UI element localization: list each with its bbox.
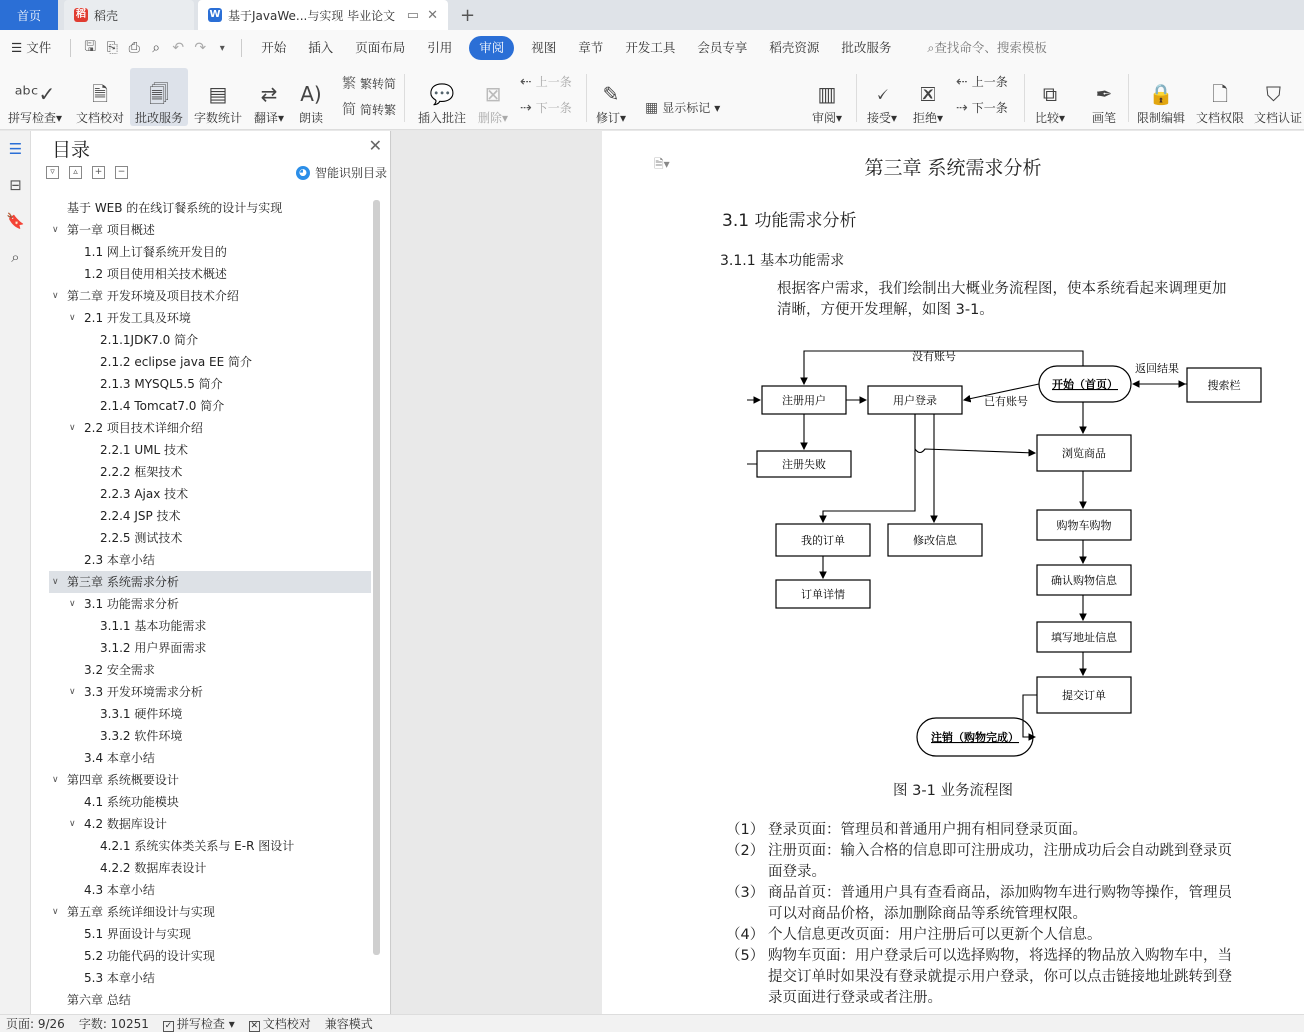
flow-label: 用户登录: [893, 394, 937, 407]
list-item-number: （5）: [726, 948, 765, 964]
toc-item[interactable]: [49, 879, 371, 901]
toc-item[interactable]: [49, 945, 371, 967]
toc-item-label: 1.1 网上订餐系统开发目的: [84, 245, 227, 259]
trad-to-simp-button[interactable]: [342, 73, 396, 93]
command-search[interactable]: [916, 36, 1058, 60]
toc-item[interactable]: [49, 241, 371, 263]
review-ribbon: [0, 66, 1304, 130]
close-icon[interactable]: ✕: [368, 136, 382, 155]
toc-item-label: 2.2 项目技术详细介绍: [84, 421, 203, 435]
toc-item[interactable]: [49, 857, 371, 879]
list-item-line: 商品首页：普通用户具有查看商品，添加购物车进行购物等操作，管理员: [768, 885, 1232, 901]
chapter-heading: 第三章 系统需求分析: [864, 157, 1042, 179]
menu-insert[interactable]: 插入: [308, 40, 334, 55]
list-item-line: 录页面进行登录或者注册。: [768, 990, 942, 1006]
toc-item[interactable]: [49, 219, 371, 241]
document-page: [602, 131, 1304, 1014]
toc-item[interactable]: [49, 967, 371, 989]
toc-item-label: 3.4 本章小结: [84, 751, 155, 765]
redo-icon[interactable]: ↷: [194, 40, 207, 56]
expand-up-icon[interactable]: ▵: [69, 166, 82, 179]
toc-item-label: 2.2.4 JSP 技术: [100, 509, 181, 523]
hamburger-icon: ☰: [11, 40, 27, 55]
show-markup-icon: ▦: [645, 99, 659, 116]
toc-item[interactable]: [49, 769, 371, 791]
comment-add-icon: 💬: [429, 82, 455, 106]
revise-button[interactable]: ✎ 修订▾: [594, 68, 628, 126]
toc-item[interactable]: [49, 747, 371, 769]
chapter-nav-icon[interactable]: ⊟: [9, 176, 22, 194]
flow-label: 提交订单: [1062, 689, 1106, 702]
status-bar: [0, 1014, 1304, 1032]
toc-item-label: 3.3 开发环境需求分析: [84, 685, 203, 699]
tab-home[interactable]: 首页: [0, 0, 58, 30]
command-search-label: 查找命令、搜索模板: [934, 40, 1047, 55]
doc-cert-label: 文档认证: [1254, 111, 1303, 125]
flow-label: 订单详情: [801, 588, 845, 601]
ink-label: 画笔: [1091, 111, 1116, 125]
list-item-line: 面登录。: [768, 864, 826, 880]
checkbox-icon: ✓: [164, 1021, 173, 1031]
toc-item-label: 2.2.2 框架技术: [100, 465, 183, 479]
simp-to-trad-button[interactable]: [342, 99, 396, 119]
doc-check-status-icon: ✕: [250, 1021, 258, 1031]
toc-item-label: 2.1.2 eclipse java EE 简介: [100, 355, 252, 369]
toc-item-label: 3.1 功能需求分析: [84, 597, 179, 611]
chevron-down-icon[interactable]: ∨: [52, 907, 59, 917]
file-menu-label: 文件: [26, 40, 52, 55]
tab-document-label: 基于JavaWe...与实现 毕业论文: [228, 8, 396, 23]
compat-mode: 兼容模式: [324, 1017, 373, 1031]
file-menu[interactable]: [0, 36, 62, 60]
toc-item[interactable]: [49, 659, 371, 681]
toc-scrollbar[interactable]: [373, 200, 380, 955]
toc-item[interactable]: [49, 549, 371, 571]
read-aloud-icon: A): [300, 82, 322, 106]
list-item-text: [768, 946, 1232, 1009]
flow-label: 购物车购物: [1056, 519, 1112, 532]
chevron-down-icon[interactable]: ∨: [69, 687, 76, 697]
flow-label: 开始（首页）: [1052, 378, 1118, 391]
doc-check-label: 文档校对: [75, 111, 124, 125]
toc-item-label: 3.3.2 软件环境: [100, 729, 183, 743]
toc-item[interactable]: [49, 681, 371, 703]
toc-item-label: 第六章 总结: [67, 993, 131, 1007]
paragraph-line: 根据客户需求，我们绘制出大概业务流程图，使本系统看起来调理更加: [777, 281, 1227, 297]
reject-label: 拒绝: [912, 111, 937, 125]
find-icon[interactable]: ⌕: [11, 248, 20, 266]
toc-item-label: 5.2 功能代码的设计实现: [84, 949, 215, 963]
show-markup-label: 显示标记: [662, 101, 711, 115]
doc-check-status-label: 文档校对: [262, 1017, 311, 1031]
toc-item[interactable]: [49, 351, 371, 373]
section-heading: 3.1 功能需求分析: [722, 211, 857, 231]
toc-item-label: 基于 WEB 的在线订餐系统的设计与实现: [67, 201, 283, 215]
add-heading-icon[interactable]: +: [92, 166, 105, 179]
prev-change-icon: ⇠: [956, 73, 968, 90]
review-pane-icon: ▥: [817, 82, 837, 106]
doc-check-status[interactable]: [249, 1015, 311, 1032]
menu-daoke[interactable]: 稻壳资源: [769, 40, 820, 55]
smart-toc-label: 智能识别目录: [314, 166, 387, 180]
new-tab-button[interactable]: +: [460, 4, 476, 26]
page-indicator[interactable]: 页面: 9/26: [6, 1017, 65, 1031]
flow-label: 我的订单: [801, 534, 845, 547]
spell-check-label: 拼写检查: [7, 111, 56, 125]
restrict-edit-label: 限制编辑: [1136, 111, 1185, 125]
shield-icon: ⛉: [1266, 82, 1281, 106]
doc-check-button[interactable]: [72, 68, 128, 126]
compare-label: 比较: [1034, 111, 1059, 125]
toc-item[interactable]: [49, 923, 371, 945]
correct-service-button[interactable]: [130, 68, 188, 126]
trad-simp-icon: 繁: [342, 76, 356, 92]
toc-item-label: 2.1.3 MYSQL5.5 简介: [100, 377, 223, 391]
pen-icon: ✒: [1095, 82, 1113, 106]
delete-comment-button[interactable]: ⊠ 删除▾: [476, 68, 510, 126]
flow-label: 注册失败: [782, 458, 826, 471]
ink-button[interactable]: [1088, 68, 1120, 126]
menu-bar: [0, 30, 1304, 66]
flow-label: 确认购物信息: [1051, 574, 1117, 587]
toc-item-label: 4.2.2 数据库表设计: [100, 861, 207, 875]
tab-daoke-label: 稻壳: [94, 8, 119, 23]
toc-item-label: 3.1.1 基本功能需求: [100, 619, 207, 633]
toc-item[interactable]: [49, 483, 371, 505]
toc-item[interactable]: [49, 439, 371, 461]
search-icon: ⌕: [927, 40, 935, 55]
toc-item[interactable]: [49, 527, 371, 549]
translate-label: 翻译: [253, 111, 278, 125]
next-change-icon: ⇢: [956, 99, 968, 116]
review-pane-button[interactable]: ▥ 审阅▾: [810, 68, 844, 126]
list-item-number: （2）: [726, 843, 765, 859]
toc-item[interactable]: [49, 373, 371, 395]
prev-comment-icon: ⇠: [520, 73, 532, 90]
spell-status-label: 拼写检查: [176, 1017, 225, 1031]
show-markup-button[interactable]: ▦ 显示标记 ▾: [645, 99, 721, 116]
toc-item-label: 4.2 数据库设计: [84, 817, 167, 831]
compare-button[interactable]: ⧉ 比较▾: [1032, 68, 1068, 126]
toc-panel: [31, 131, 391, 1014]
list-item-number: （4）: [726, 927, 765, 943]
doc-cert-button[interactable]: [1254, 68, 1304, 126]
read-aloud-label: 朗读: [298, 111, 323, 125]
toc-item[interactable]: [49, 593, 371, 615]
next-comment-label: 下一条: [535, 101, 572, 115]
reject-icon: 🗷: [920, 82, 936, 106]
smart-icon: ◕: [296, 166, 310, 180]
toc-item[interactable]: [49, 505, 371, 527]
chevron-down-icon[interactable]: ∨: [69, 423, 76, 433]
simp-to-trad-label: 简转繁: [360, 102, 397, 117]
trad-to-simp-label: 繁转简: [360, 76, 397, 91]
toc-item-label: 4.3 本章小结: [84, 883, 155, 897]
chevron-down-icon[interactable]: ∨: [52, 291, 59, 301]
list-item-line: 个人信息更改页面：用户注册后可以更新个人信息。: [768, 927, 1102, 943]
word-count-indicator[interactable]: 字数: 10251: [78, 1017, 149, 1031]
translate-button[interactable]: ⇄ 翻译▾: [250, 68, 288, 126]
word-count-button[interactable]: [192, 68, 244, 126]
side-icon-bar: [0, 131, 31, 1014]
comment-delete-icon: ⊠: [484, 82, 502, 106]
remove-heading-icon[interactable]: −: [115, 166, 128, 179]
print-icon[interactable]: ⎙: [128, 40, 140, 56]
chevron-down-icon[interactable]: ∨: [52, 577, 59, 587]
collapse-all-icon[interactable]: ▿: [46, 166, 59, 179]
list-item: [726, 925, 1286, 946]
revise-icon: ✎: [602, 82, 620, 106]
toc-item-label: 2.1.1JDK7.0 简介: [100, 333, 199, 347]
chevron-down-icon[interactable]: ∨: [52, 225, 59, 235]
word-doc-icon: W: [209, 9, 221, 20]
paragraph-line: 清晰，方便开发理解，如图 3-1。: [777, 302, 994, 318]
toc-item[interactable]: [49, 725, 371, 747]
revise-label: 修订: [595, 111, 620, 125]
doc-check-icon: 🗎: [91, 82, 109, 106]
toc-item[interactable]: [49, 637, 371, 659]
smart-toc-button[interactable]: [296, 164, 387, 181]
menu-review[interactable]: 审阅: [469, 36, 514, 60]
list-item-line: 可以对商品价格，添加删除商品等系统管理权限。: [768, 906, 1087, 922]
requirement-list: [726, 820, 1286, 1009]
simp-trad-icon: 简: [342, 102, 356, 118]
correct-service-label: 批改服务: [134, 111, 183, 125]
close-tab-icon[interactable]: ✕: [427, 7, 438, 23]
toc-item-label: 第四章 系统概要设计: [67, 773, 179, 787]
toc-item-label: 1.2 项目使用相关技术概述: [84, 267, 227, 281]
export-icon[interactable]: ⎘: [106, 40, 118, 56]
flow-label: 修改信息: [913, 534, 957, 547]
flow-label: 搜索栏: [1207, 379, 1241, 392]
more-icon[interactable]: ▾: [219, 42, 225, 54]
toc-item[interactable]: [49, 197, 371, 219]
list-item: [726, 841, 1286, 883]
toc-item[interactable]: [49, 417, 371, 439]
spell-check-status[interactable]: ✓ 拼写检查 ▾: [164, 1017, 235, 1031]
correct-service-icon: 🗐: [149, 82, 169, 106]
subsection-heading: 3.1.1 基本功能需求: [720, 253, 845, 269]
restrict-edit-button[interactable]: [1136, 68, 1186, 126]
pin-icon[interactable]: ▭: [406, 7, 420, 23]
list-item: [726, 946, 1286, 1009]
list-item-text: [768, 820, 1087, 841]
list-item-line: 登录页面：管理员和普通用户拥有相同登录页面。: [768, 822, 1087, 838]
word-count-label: 字数统计: [193, 111, 242, 125]
toc-item[interactable]: [49, 615, 371, 637]
toc-item[interactable]: [49, 813, 371, 835]
accept-icon: 🗸: [875, 82, 889, 106]
flow-label: 注销（购物完成）: [931, 731, 1019, 744]
business-flowchart: [747, 346, 1287, 781]
chevron-down-icon[interactable]: ∨: [52, 775, 59, 785]
menu-view[interactable]: 视图: [531, 40, 557, 55]
read-aloud-button[interactable]: [296, 68, 326, 126]
prev-comment-button[interactable]: [520, 73, 572, 90]
translate-icon: ⇄: [260, 82, 278, 106]
list-item-number: （1）: [726, 822, 765, 838]
delete-comment-label: 删除: [477, 111, 502, 125]
next-change-label: 下一条: [971, 101, 1008, 115]
toc-item[interactable]: [49, 263, 371, 285]
toc-list: [49, 197, 371, 1007]
toc-item-label: 5.1 界面设计与实现: [84, 927, 191, 941]
list-item-line: 注册页面：输入合格的信息即可注册成功，注册成功后会自动跳到登录页: [768, 843, 1232, 859]
tab-document[interactable]: [198, 0, 448, 30]
save-icon[interactable]: 🖫: [84, 39, 97, 55]
toc-item[interactable]: [49, 703, 371, 725]
reject-button[interactable]: 🗷 拒绝▾: [910, 68, 946, 126]
toc-item[interactable]: [49, 791, 371, 813]
toc-controls: [46, 166, 128, 179]
toc-item-label: 4.2.1 系统实体类关系与 E-R 图设计: [100, 839, 295, 853]
toc-item-label: 5.3 本章小结: [84, 971, 155, 985]
toc-item[interactable]: [49, 395, 371, 417]
spell-check-button[interactable]: ᵃᵇᶜ✓ 拼写检查▾: [6, 68, 64, 126]
toc-item-label: 2.3 本章小结: [84, 553, 155, 567]
menu-devtools[interactable]: 开发工具: [625, 40, 676, 55]
lock-doc-icon: 🔒: [1148, 82, 1174, 106]
toc-item-label: 第五章 系统详细设计与实现: [67, 905, 215, 919]
figure-caption: 图 3-1 业务流程图: [893, 783, 1013, 799]
prev-change-button[interactable]: [956, 73, 1008, 90]
toc-item-label: 第三章 系统需求分析: [67, 575, 179, 589]
bookmark-icon[interactable]: 🔖: [6, 212, 25, 230]
prev-comment-label: 上一条: [535, 75, 572, 89]
toc-item[interactable]: [49, 989, 371, 1007]
insert-comment-button[interactable]: [416, 68, 468, 126]
toc-item[interactable]: [49, 901, 371, 923]
toc-item[interactable]: [49, 307, 371, 329]
flow-edge-label: 已有账号: [984, 395, 1028, 408]
menu-chapter[interactable]: 章节: [578, 40, 604, 55]
toc-item[interactable]: [49, 461, 371, 483]
chevron-down-icon[interactable]: ∨: [69, 313, 76, 323]
flow-edge-label: 没有账号: [912, 350, 956, 363]
toc-item-label: 3.2 安全需求: [84, 663, 155, 677]
toc-item-label: 2.1.4 Tomcat7.0 简介: [100, 399, 225, 413]
undo-icon[interactable]: ↶: [172, 40, 185, 56]
toc-item-label: 3.1.2 用户界面需求: [100, 641, 207, 655]
toc-item-label: 3.3.1 硬件环境: [100, 707, 183, 721]
tab-daoke[interactable]: [64, 0, 194, 30]
accept-label: 接受: [866, 111, 891, 125]
spell-check-icon: ᵃᵇᶜ✓: [14, 82, 56, 106]
toc-item-label: 2.2.1 UML 技术: [100, 443, 188, 457]
toc-item[interactable]: [49, 285, 371, 307]
next-comment-button[interactable]: [520, 99, 572, 116]
toc-item-label: 4.1 系统功能模块: [84, 795, 179, 809]
toc-item[interactable]: [49, 571, 371, 593]
list-item-text: [768, 925, 1102, 946]
insert-comment-label: 插入批注: [417, 111, 466, 125]
next-change-button[interactable]: [956, 99, 1008, 116]
list-item-line: 购物车页面：用户登录后可以选择购物，将选择的物品放入购物车中，当: [768, 948, 1232, 964]
flow-label: 填写地址信息: [1051, 631, 1117, 644]
toc-item-label: 第一章 项目概述: [67, 223, 155, 237]
daoke-icon: 稻: [76, 9, 86, 20]
doc-permission-icon: 🗋: [1211, 82, 1229, 106]
doc-permission-label: 文档权限: [1195, 111, 1244, 125]
document-area: [392, 131, 1304, 1014]
flow-edge-label: 返回结果: [1135, 362, 1179, 375]
menu-member[interactable]: 会员专享: [697, 40, 748, 55]
menu-layout[interactable]: 页面布局: [355, 40, 406, 55]
list-item: [726, 820, 1286, 841]
toc-item-label: 2.2.5 测试技术: [100, 531, 183, 545]
compare-icon: ⧉: [1042, 82, 1058, 106]
list-item-line: 提交订单时如果没有登录就提示用户登录，你可以点击链接地址跳转到登: [768, 969, 1232, 985]
list-item-text: [768, 841, 1232, 883]
flow-label: 注册用户: [782, 394, 826, 407]
flow-login-browse-arrow: [915, 414, 1035, 453]
doc-permission-button[interactable]: [1195, 68, 1245, 126]
toc-item[interactable]: [49, 835, 371, 857]
tab-bar: [0, 0, 1304, 30]
accept-button[interactable]: 🗸 接受▾: [864, 68, 900, 126]
toc-title: 目录: [52, 139, 91, 161]
toc-item-label: 第二章 开发环境及项目技术介绍: [67, 289, 239, 303]
print-preview-icon[interactable]: ⌕: [152, 40, 161, 56]
flow-label: 浏览商品: [1062, 447, 1106, 460]
list-item-number: （3）: [726, 885, 765, 901]
list-item: [726, 883, 1286, 925]
next-comment-icon: ⇢: [520, 99, 532, 116]
menu-correct[interactable]: 批改服务: [841, 40, 892, 55]
toc-nav-icon[interactable]: ☰: [8, 140, 23, 158]
body-paragraph: [777, 279, 1282, 321]
word-count-icon: ▤: [208, 82, 228, 106]
page-options-icon[interactable]: 🗎▾: [654, 157, 670, 171]
menu-start[interactable]: 开始: [261, 40, 287, 55]
chevron-down-icon[interactable]: ∨: [69, 599, 76, 609]
toc-item-label: 2.1 开发工具及环境: [84, 311, 191, 325]
menu-reference[interactable]: 引用: [427, 40, 453, 55]
prev-change-label: 上一条: [971, 75, 1008, 89]
review-pane-label: 审阅: [811, 111, 836, 125]
list-item-text: [768, 883, 1232, 925]
toc-item-label: 2.2.3 Ajax 技术: [100, 487, 189, 501]
chevron-down-icon[interactable]: ∨: [69, 819, 76, 829]
toc-item[interactable]: [49, 329, 371, 351]
